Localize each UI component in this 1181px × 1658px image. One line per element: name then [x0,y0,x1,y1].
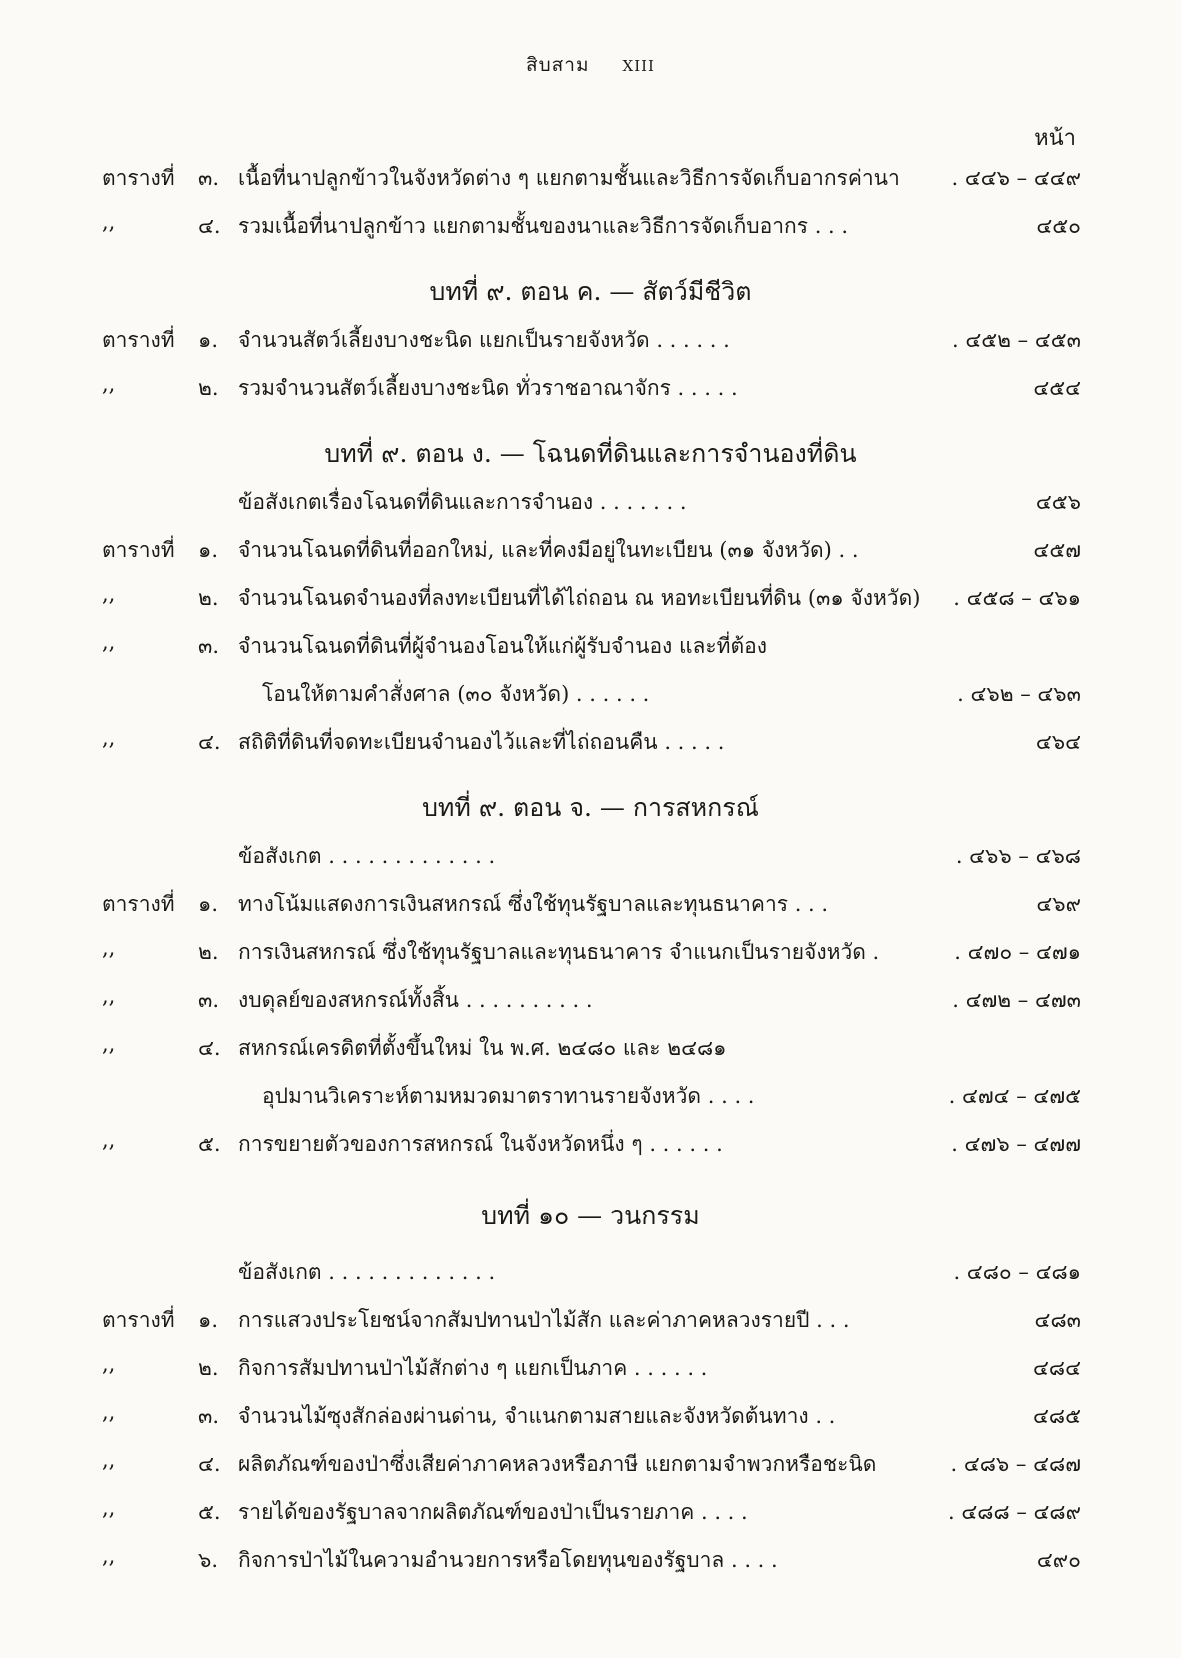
row-page: . ๔๕๘ – ๔๖๑ [953,586,1081,610]
chapter-heading: บทที่ ๑๐ — วนกรรม [481,1201,700,1230]
row-page: . ๔๔๖ – ๔๔๙ [951,166,1081,190]
row-page: . ๔๖๒ – ๔๖๓ [957,682,1081,706]
toc-row-continuation [0,1080,1181,1114]
toc-row [0,582,1181,616]
row-label: ,, [102,984,116,1008]
row-label: ตารางที่ [102,892,175,916]
row-label: ,, [102,630,116,654]
row-title: ทางโน้มแสดงการเงินสหกรณ์ ซึ่งใช้ทุนรัฐบาลและทุนธนาคาร . . . [238,892,829,916]
toc-row [0,726,1181,760]
row-title: การแสวงประโยชน์จากสัมปทานป่าไม้สัก และค่าภาคหลวงรายปี . . . [238,1308,850,1332]
row-title: จำนวนสัตว์เลี้ยงบางชะนิด แยกเป็นรายจังหวัด . . . . . . [238,328,730,352]
toc-row-continuation [0,678,1181,712]
row-page: ๔๕๖ [1035,490,1081,514]
row-label: ตารางที่ [102,1308,175,1332]
toc-row [0,486,1181,520]
row-title: จำนวนโฉนดจำนองที่ลงทะเบียนที่ได้ไถ่ถอน ณ หอทะเบียนที่ดิน (๓๑ จังหวัด) [238,586,921,610]
chapter-heading: บทที่ ๙. ตอน ง. — โฉนดที่ดินและการจำนองที่ดิน [324,439,857,468]
row-label: ตารางที่ [102,166,175,190]
row-title: จำนวนโฉนดที่ดินที่ผู้จำนองโอนให้แก่ผู้รับจำนอง และที่ต้อง [238,634,768,658]
row-page: ๔๙๐ [1036,1548,1081,1572]
row-page: . ๔๗๔ – ๔๗๕ [948,1084,1081,1108]
row-number: ๔. [198,1452,221,1476]
row-page: . ๔๘๖ – ๔๘๗ [950,1452,1081,1476]
toc-row [0,630,1181,664]
row-title: รวมเนื้อที่นาปลูกข้าว แยกตามชั้นของนาและวิธีการจัดเก็บอากร . . . [238,214,849,238]
row-title: รายได้ของรัฐบาลจากผลิตภัณฑ์ของป่าเป็นรายภาค . . . . [238,1500,748,1524]
row-number: ๔. [198,730,221,754]
row-page: ๔๕๐ [1036,214,1081,238]
row-number: ๒. [198,1356,219,1380]
row-number: ๕. [198,1500,221,1524]
row-label: ,, [102,726,116,750]
header-thai-number: สิบสาม [526,54,590,76]
toc-row [0,1128,1181,1162]
row-title: กิจการป่าไม้ในความอำนวยการหรือโดยทุนของรัฐบาล . . . . [238,1548,778,1572]
row-number: ๒. [198,376,219,400]
toc-row [0,1352,1181,1386]
row-page: . ๔๖๖ – ๔๖๘ [955,844,1081,868]
row-label: ,, [102,1128,116,1152]
row-label: ,, [102,372,116,396]
row-number: ๓. [198,634,220,658]
row-number: ๑. [198,328,219,352]
row-number: ๒. [198,940,219,964]
row-number: ๒. [198,586,219,610]
chapter-heading: บทที่ ๙. ตอน ค. — สัตว์มีชีวิต [429,277,752,306]
row-label: ,, [102,1496,116,1520]
toc-row [0,936,1181,970]
row-title: ข้อสังเกตเรื่องโฉนดที่ดินและการจำนอง . . . . . . . [238,490,687,514]
row-label: ตารางที่ [102,538,175,562]
row-page: . ๔๗๐ – ๔๗๑ [954,940,1081,964]
toc-row [0,1544,1181,1578]
row-title: จำนวนไม้ซุงสักล่องผ่านด่าน, จำแนกตามสายและจังหวัดต้นทาง . . [238,1404,836,1428]
row-title: รวมจำนวนสัตว์เลี้ยงบางชะนิด ทั่วราชอาณาจักร . . . . . [238,376,738,400]
row-title: สถิติที่ดินที่จดทะเบียนจำนองไว้และที่ไถ่ถอนคืน . . . . . [238,730,725,754]
row-page: . ๔๕๒ – ๔๕๓ [952,328,1081,352]
row-label: ,, [102,1448,116,1472]
toc-row [0,1304,1181,1338]
row-page: ๔๕๔ [1033,376,1081,400]
row-title: ข้อสังเกต . . . . . . . . . . . . . [238,844,496,868]
toc-row [0,1032,1181,1066]
row-number: ๔. [198,1036,221,1060]
toc-row [0,888,1181,922]
row-number: ๓. [198,1404,220,1428]
row-page: ๔๘๓ [1034,1308,1081,1332]
page-header [0,50,1181,80]
row-page: ๔๕๗ [1033,538,1081,562]
row-page: . ๔๘๘ – ๔๘๙ [948,1500,1081,1524]
toc-row [0,840,1181,874]
row-label: ตารางที่ [102,328,175,352]
row-title: ผลิตภัณฑ์ของป่าซึ่งเสียค่าภาคหลวงหรือภาษี แยกตามจำพวกหรือชะนิด [238,1452,877,1476]
row-page: . ๔๗๖ – ๔๗๗ [951,1132,1081,1156]
page-column-label: หน้า [1034,126,1076,151]
header-roman-number: XIII [622,57,655,75]
row-title: ข้อสังเกต . . . . . . . . . . . . . [238,1260,496,1284]
row-number: ๑. [198,538,219,562]
row-label: ,, [102,582,116,606]
row-label: ,, [102,1032,116,1056]
row-title: กิจการสัมปทานป่าไม้สักต่าง ๆ แยกเป็นภาค . . . . . . [238,1356,708,1380]
toc-row [0,1400,1181,1434]
row-number: ๕. [198,1132,221,1156]
row-title: จำนวนโฉนดที่ดินที่ออกใหม่, และที่คงมีอยู่ในทะเบียน (๓๑ จังหวัด) . . [238,538,859,562]
row-title: การเงินสหกรณ์ ซึ่งใช้ทุนรัฐบาลและทุนธนาคาร จำแนกเป็นรายจังหวัด . [238,940,880,964]
row-label: ,, [102,1400,116,1424]
toc-row [0,1448,1181,1482]
row-title: เนื้อที่นาปลูกข้าวในจังหวัดต่าง ๆ แยกตามชั้นและวิธีการจัดเก็บอากรค่านา [238,166,900,190]
chapter-heading: บทที่ ๙. ตอน จ. — การสหกรณ์ [422,793,759,822]
toc-row [0,984,1181,1018]
toc-row [0,210,1181,244]
row-title: อุปมานวิเคราะห์ตามหมวดมาตราทานรายจังหวัด . . . . [262,1084,755,1108]
row-page: ๔๖๙ [1036,892,1081,916]
row-number: ๔. [198,214,221,238]
row-title: การขยายตัวของการสหกรณ์ ในจังหวัดหนึ่ง ๆ . . . . . . [238,1132,723,1156]
row-label: ,, [102,936,116,960]
row-page: ๔๘๔ [1033,1356,1081,1380]
row-number: ๓. [198,166,220,190]
row-number: ๑. [198,892,219,916]
row-title: งบดุลย์ของสหกรณ์ทั้งสิ้น . . . . . . . . . . [238,988,593,1012]
row-label: ,, [102,1352,116,1376]
toc-row [0,1256,1181,1290]
row-title: สหกรณ์เครดิตที่ตั้งขึ้นใหม่ ใน พ.ศ. ๒๔๘๐ และ ๒๔๘๑ [238,1036,727,1060]
row-label: ,, [102,1544,116,1568]
row-page: . ๔๗๒ – ๔๗๓ [952,988,1081,1012]
toc-row [0,1496,1181,1530]
row-number: ๖. [198,1548,219,1572]
row-page: ๔๖๔ [1035,730,1081,754]
toc-row [0,162,1181,196]
toc-row [0,324,1181,358]
row-number: ๓. [198,988,220,1012]
row-page: . ๔๘๐ – ๔๘๑ [953,1260,1081,1284]
row-page: ๔๘๕ [1033,1404,1081,1428]
toc-row [0,534,1181,568]
row-title: โอนให้ตามคำสั่งศาล (๓๐ จังหวัด) . . . . . . [262,682,650,706]
row-label: ,, [102,210,116,234]
toc-row [0,372,1181,406]
row-number: ๑. [198,1308,219,1332]
